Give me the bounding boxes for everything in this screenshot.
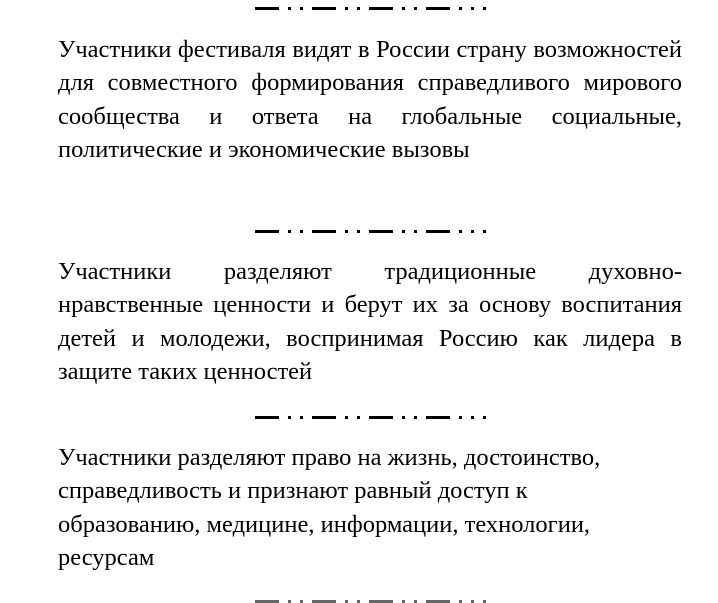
ornament-dot [402, 600, 405, 603]
ornament-dot [300, 416, 303, 419]
ornament-dot [345, 600, 348, 603]
paragraph-3: Участники разделяют право на жизнь, достоинство, справедливость и признают равный доступ к образованию, медицине, информации, технологии, ресурсам [58, 444, 601, 571]
ornament-dot [414, 600, 417, 603]
ornament-dash [369, 600, 393, 603]
ornament-dash [312, 230, 336, 233]
ornament-dot [300, 230, 303, 233]
ornament-dot [414, 230, 417, 233]
ornament-dot [483, 230, 486, 233]
ornament-dot [357, 230, 360, 233]
ornament-dot [288, 416, 291, 419]
ornament-dash [255, 600, 279, 603]
ornament-dash [426, 600, 450, 603]
ornament-dash [312, 600, 336, 603]
ornament-dash [369, 230, 393, 233]
ornament-dot [459, 230, 462, 233]
ornament-dot [471, 416, 474, 419]
ornament-dot [471, 230, 474, 233]
ornament-dot [357, 416, 360, 419]
paragraph-1: Участники фестиваля видят в России страну возможностей для совместного формирования справедливого мирового сообщества и ответа на глобальные социальные, политические и экономические вызовы [58, 36, 682, 163]
ornament-dot [402, 416, 405, 419]
ornament-dot [345, 230, 348, 233]
ornament-dot [414, 416, 417, 419]
ornament-dot [402, 230, 405, 233]
separator-ornament [255, 229, 495, 233]
ornament-dot [288, 230, 291, 233]
ornament-dot [288, 600, 291, 603]
ornament-dash [426, 416, 450, 419]
ornament-dot [459, 600, 462, 603]
ornament-dash [369, 416, 393, 419]
ornament-dot [357, 600, 360, 603]
ornament-dot [483, 416, 486, 419]
ornament-dot [471, 600, 474, 603]
ornament-dash [312, 416, 336, 419]
separator-ornament [255, 599, 495, 603]
ornament-dot [345, 416, 348, 419]
ornament-dash [255, 416, 279, 419]
ornament-dash [255, 230, 279, 233]
ornament-dot [300, 600, 303, 603]
paragraph-2: Участники разделяют традиционные духовно-нравственные ценности и берут их за основу воспитания детей и молодежи, воспринимая Россию как лидера в защите таких ценностей [58, 258, 682, 385]
ornament-dot [459, 416, 462, 419]
ornament-dash [426, 230, 450, 233]
ornament-dot [483, 600, 486, 603]
separator-ornament [255, 415, 495, 419]
